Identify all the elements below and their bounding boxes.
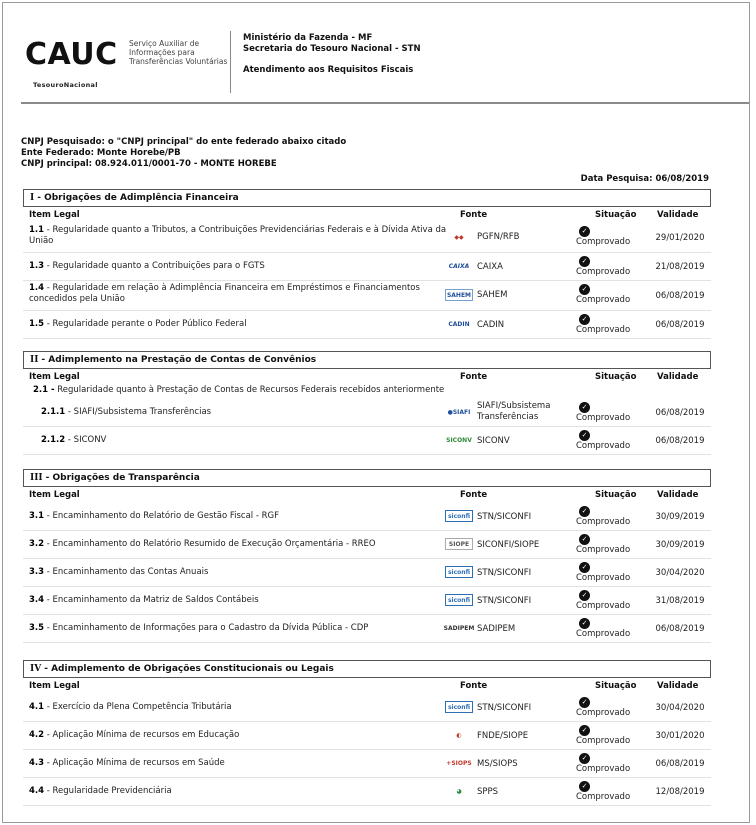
validade-date: 31/08/2019 [655, 596, 705, 606]
situacao-label: Comprovado [576, 545, 631, 555]
column-header-fonte: Fonte [460, 681, 488, 691]
column-header-row [23, 369, 711, 385]
check-circle-icon: ✓ [579, 314, 590, 325]
item-text: - Aplicação Mínima de recursos em Educação [46, 730, 240, 740]
check-circle-icon: ✓ [579, 284, 590, 295]
fonte-label: STN/SICONFI [477, 512, 532, 522]
situacao-cell [576, 430, 646, 451]
situacao-label: Comprovado [576, 736, 631, 746]
fonte-label: SICONFI/SIOPE [477, 540, 540, 550]
sahem-icon: SAHEM [445, 289, 473, 301]
situacao-label: Comprovado [576, 764, 631, 774]
search-meta [21, 137, 346, 170]
cnpj-principal: CNPJ principal: 08.924.011/0001-70 - MONTE HOREBE [21, 159, 277, 169]
item-legal [29, 730, 449, 741]
item-legal [29, 511, 449, 522]
situacao-label: Comprovado [576, 267, 631, 277]
validade-date: 30/09/2019 [655, 540, 705, 550]
requirement-row [23, 311, 711, 339]
situacao-cell [576, 753, 646, 774]
item-number: 3.1 [29, 511, 45, 521]
requirement-row [23, 722, 711, 750]
situacao-cell [576, 226, 646, 247]
item-text: - SICONV [67, 435, 107, 445]
item-text: - Regularidade Previdenciária [46, 786, 172, 796]
siops-icon: +SIOPS [446, 759, 472, 767]
item-legal [29, 623, 449, 634]
logo-word: CAUC [25, 37, 118, 72]
group-item-text [33, 385, 453, 396]
secretariat-name: Secretaria do Tesouro Nacional - STN [243, 44, 421, 54]
item-text: - Regularidade quanto a Tributos, a Contribuições Previdenciárias Federais e à Dívida Ativa da União [29, 225, 447, 246]
column-header-item: Item Legal [29, 681, 80, 691]
situacao-label: Comprovado [576, 441, 631, 451]
requirement-row [23, 399, 711, 427]
fonte-label: CADIN [477, 320, 505, 330]
item-legal [29, 595, 449, 606]
validade-date: 06/08/2019 [655, 759, 705, 769]
column-header-item: Item Legal [29, 210, 80, 220]
requirement-row [23, 559, 711, 587]
siconfi-icon: siconfi [445, 510, 473, 522]
siconfi-icon: siconfi [445, 566, 473, 578]
siconfi-icon: siconfi [445, 701, 473, 713]
item-legal [29, 225, 449, 247]
item-text: - Encaminhamento das Contas Anuais [46, 567, 209, 577]
requirement-row [23, 427, 711, 455]
item-number: 3.5 [29, 623, 45, 633]
item-text: - Encaminhamento do Relatório de Gestão Fiscal - RGF [46, 511, 280, 521]
document-page [2, 2, 750, 823]
situacao-cell [576, 534, 646, 555]
siconv-icon: SICONV [446, 436, 472, 444]
item-number: 4.2 [29, 730, 45, 740]
column-header-fonte: Fonte [460, 372, 488, 382]
item-legal [29, 567, 449, 578]
validade-date: 30/04/2020 [655, 703, 705, 713]
column-header-validade: Validade [657, 372, 699, 382]
check-circle-icon: ✓ [579, 402, 590, 413]
column-header-situacao: Situação [595, 372, 637, 382]
check-circle-icon: ✓ [579, 618, 590, 629]
section-roman-numeral: I [30, 193, 35, 203]
section-i [23, 189, 711, 339]
group-row [23, 385, 711, 399]
header-divider [230, 31, 231, 93]
ente-federado: Ente Federado: Monte Horebe/PB [21, 148, 181, 158]
item-number: 1.4 [29, 283, 45, 293]
validade-date: 30/04/2020 [655, 568, 705, 578]
pgfn-rfb-icon: ◆◆ [454, 233, 464, 241]
validade-date: 06/08/2019 [655, 291, 705, 301]
column-header-item: Item Legal [29, 372, 80, 382]
header-rule [21, 102, 750, 104]
situacao-label: Comprovado [576, 629, 631, 639]
item-text: - Regularidade quanto a Contribuições para o FGTS [46, 261, 265, 271]
requirement-row [23, 223, 711, 253]
validade-date: 06/08/2019 [655, 320, 705, 330]
requirement-row [23, 587, 711, 615]
check-circle-icon: ✓ [579, 506, 590, 517]
fonte-label: FNDE/SIOPE [477, 731, 529, 741]
column-header-validade: Validade [657, 681, 699, 691]
item-number: 3.4 [29, 595, 45, 605]
fonte-label: CAIXA [477, 262, 503, 272]
validade-date: 12/08/2019 [655, 787, 705, 797]
check-circle-icon: ✓ [579, 562, 590, 573]
situacao-label: Comprovado [576, 413, 631, 423]
section-title [23, 660, 711, 678]
situacao-cell [576, 506, 646, 527]
column-header-situacao: Situação [595, 681, 637, 691]
check-circle-icon: ✓ [579, 725, 590, 736]
data-pesquisa: Data Pesquisa: 06/08/2019 [580, 174, 709, 184]
column-header-validade: Validade [657, 490, 699, 500]
situacao-cell [576, 697, 646, 718]
organization-block [243, 33, 421, 76]
check-circle-icon: ✓ [579, 590, 590, 601]
cnpj-pesquisado: CNPJ Pesquisado: o "CNPJ principal" do ente federado abaixo citado [21, 137, 347, 147]
section-ii [23, 351, 711, 455]
column-header-validade: Validade [657, 210, 699, 220]
item-number: 3.2 [29, 539, 45, 549]
validade-date: 21/08/2019 [655, 262, 705, 272]
column-header-row [23, 207, 711, 223]
siope-icon: SIOPE [445, 538, 473, 550]
validade-date: 06/08/2019 [655, 408, 705, 418]
item-text: - Encaminhamento do Relatório Resumido de Execução Orçamentária - RREO [46, 539, 376, 549]
item-number: 4.4 [29, 786, 45, 796]
validade-date: 30/09/2019 [655, 512, 705, 522]
situacao-cell [576, 256, 646, 277]
cadin-icon: CADIN [448, 320, 470, 328]
item-number: 3.3 [29, 567, 45, 577]
item-number: 2.1.1 [41, 407, 66, 417]
situacao-cell [576, 314, 646, 335]
fonte-label: SICONV [477, 436, 510, 446]
item-number: 2.1.2 [41, 435, 66, 445]
section-title [23, 351, 711, 369]
section-iv [23, 660, 711, 806]
section-title-text: - Adimplemento na Prestação de Contas de Convênios [41, 355, 317, 365]
section-title-text: - Obrigações de Adimplência Financeira [37, 193, 239, 203]
item-number: 1.5 [29, 319, 45, 329]
requirement-row [23, 750, 711, 778]
item-number: 1.3 [29, 261, 45, 271]
check-circle-icon: ✓ [579, 534, 590, 545]
fonte-label: PGFN/RFB [477, 232, 520, 242]
item-legal [29, 319, 449, 330]
fonte-label: SIAFI/Subsistema Transferências [477, 401, 551, 422]
tesouro-nacional-label: TesouroNacional [33, 81, 98, 89]
situacao-cell [576, 562, 646, 583]
situacao-label: Comprovado [576, 708, 631, 718]
column-header-row [23, 487, 711, 503]
situacao-label: Comprovado [576, 601, 631, 611]
item-text: - Exercício da Plena Competência Tributária [46, 702, 232, 712]
item-text: - Regularidade em relação à Adimplência Financeira em Empréstimos e Financiamentos concedidos pela União [29, 283, 420, 304]
section-roman-numeral: III [30, 473, 43, 483]
siconfi-icon: siconfi [445, 594, 473, 606]
item-legal [29, 261, 449, 272]
requirement-row [23, 253, 711, 281]
fonte-label: SPPS [477, 787, 499, 797]
requirement-row [23, 503, 711, 531]
section-title [23, 469, 711, 487]
fonte-label: SADIPEM [477, 624, 516, 634]
situacao-cell [576, 618, 646, 639]
spps-icon: ◕ [456, 787, 462, 795]
cauc-logo [25, 37, 228, 97]
situacao-label: Comprovado [576, 792, 631, 802]
item-text: - Encaminhamento de Informações para o Cadastro da Dívida Pública - CDP [46, 623, 369, 633]
check-circle-icon: ✓ [579, 697, 590, 708]
section-title [23, 189, 711, 207]
siafi-icon: ●SIAFI [447, 408, 471, 416]
situacao-cell [576, 781, 646, 802]
situacao-cell [576, 402, 646, 423]
fonte-label: MS/SIOPS [477, 759, 518, 769]
caixa-icon: CAIXA [448, 262, 470, 270]
validade-date: 06/08/2019 [655, 624, 705, 634]
item-text: - Encaminhamento da Matriz de Saldos Contábeis [46, 595, 259, 605]
requirement-row [23, 615, 711, 643]
fonte-label: STN/SICONFI [477, 703, 532, 713]
situacao-cell [576, 725, 646, 746]
section-title-text: - Obrigações de Transparência [45, 473, 200, 483]
ministry-name: Ministério da Fazenda - MF [243, 33, 373, 43]
section-title-text: - Adimplemento de Obrigações Constitucionais ou Legais [44, 664, 334, 674]
section-roman-numeral: IV [30, 664, 42, 674]
sadipem-icon: SADIPEM [443, 624, 475, 632]
column-header-fonte: Fonte [460, 490, 488, 500]
validade-date: 30/01/2020 [655, 731, 705, 741]
situacao-label: Comprovado [576, 573, 631, 583]
section-roman-numeral: II [30, 355, 39, 365]
validade-date: 06/08/2019 [655, 436, 705, 446]
item-number: 1.1 [29, 225, 45, 235]
fonte-label: STN/SICONFI [477, 596, 532, 606]
item-number: 4.3 [29, 758, 45, 768]
document-header [21, 23, 731, 103]
column-header-situacao: Situação [595, 210, 637, 220]
requirement-row [23, 281, 711, 311]
check-circle-icon: ✓ [579, 256, 590, 267]
fonte-label: STN/SICONFI [477, 568, 532, 578]
fnde-icon: ◐ [456, 731, 462, 739]
fonte-label: SAHEM [477, 290, 508, 300]
check-circle-icon: ✓ [579, 430, 590, 441]
section-iii [23, 469, 711, 643]
logo-tagline: Serviço Auxiliar de Informações para Transferências Voluntárias [129, 39, 228, 66]
check-circle-icon: ✓ [579, 781, 590, 792]
item-legal [29, 283, 449, 305]
column-header-row [23, 678, 711, 694]
situacao-label: Comprovado [576, 517, 631, 527]
situacao-label: Comprovado [576, 237, 631, 247]
column-header-fonte: Fonte [460, 210, 488, 220]
item-legal [29, 539, 449, 550]
group-item-number: 2.1 - [33, 385, 55, 395]
check-circle-icon: ✓ [579, 753, 590, 764]
item-legal [29, 786, 449, 797]
requirement-row [23, 694, 711, 722]
situacao-label: Comprovado [576, 295, 631, 305]
column-header-item: Item Legal [29, 490, 80, 500]
situacao-cell [576, 284, 646, 305]
column-header-situacao: Situação [595, 490, 637, 500]
group-item-label: Regularidade quanto à Prestação de Contas de Recursos Federais recebidos anteriormente [57, 385, 445, 395]
situacao-cell [576, 590, 646, 611]
requirement-row [23, 778, 711, 806]
item-text: - Aplicação Mínima de recursos em Saúde [46, 758, 225, 768]
service-name: Atendimento aos Requisitos Fiscais [243, 65, 414, 75]
item-legal [41, 407, 461, 418]
check-circle-icon: ✓ [579, 226, 590, 237]
validade-date: 29/01/2020 [655, 233, 705, 243]
item-number: 4.1 [29, 702, 45, 712]
item-legal [29, 702, 449, 713]
requirement-row [23, 531, 711, 559]
item-legal [29, 758, 449, 769]
item-text: - Regularidade perante o Poder Público Federal [46, 319, 247, 329]
item-legal [41, 435, 461, 446]
item-text: - SIAFI/Subsistema Transferências [67, 407, 212, 417]
situacao-label: Comprovado [576, 325, 631, 335]
